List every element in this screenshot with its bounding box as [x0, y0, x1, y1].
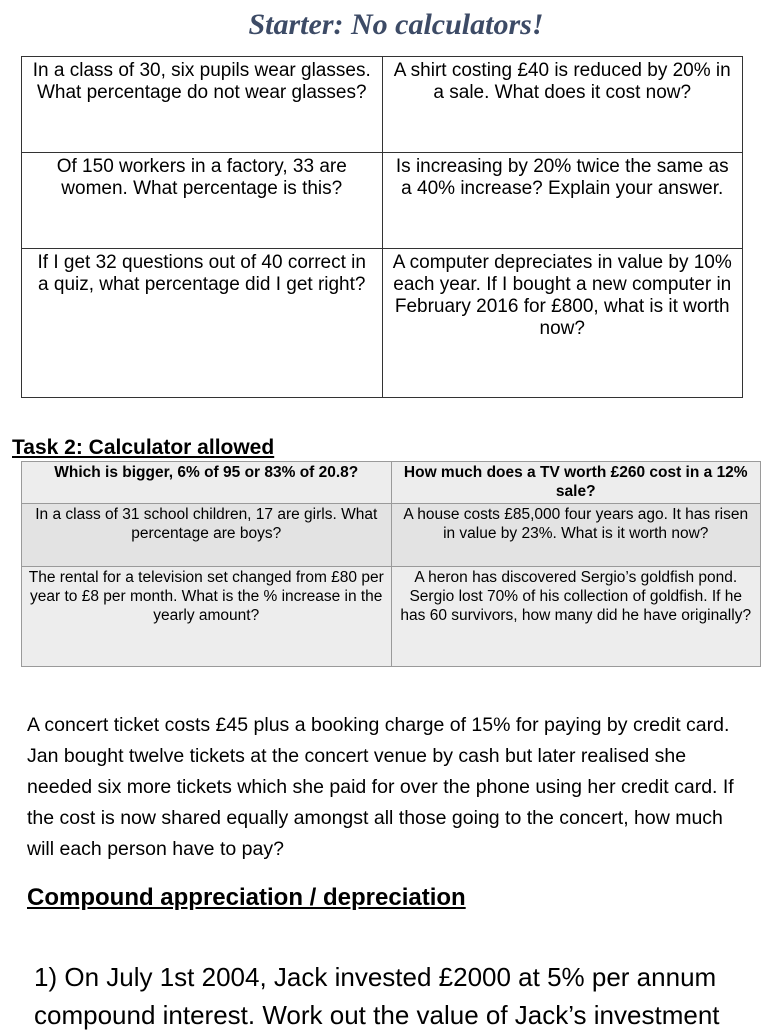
concert-ticket-question: A concert ticket costs £45 plus a booking charge of 15% for paying by credit card. Jan bought twelve tickets at the concert venue by cash but later realised she needed six more tickets which she paid for over the phone using her credit card. If the cost is now shared equally amongst all those going to the concert, how much will each person have to pay? — [27, 714, 734, 860]
starter-question: If I get 32 questions out of 40 correct in a quiz, what percentage did I get right? — [22, 249, 383, 398]
starter-question: Is increasing by 20% twice the same as a 40% increase? Explain your answer. — [382, 153, 743, 249]
table-row — [22, 153, 743, 249]
starter-question: Of 150 workers in a factory, 33 are women. What percentage is this? — [22, 153, 383, 249]
starter-question: A computer depreciates in value by 10% each year. If I bought a new computer in February 2016 for £800, what is it worth now? — [382, 249, 743, 398]
table-row — [22, 567, 761, 667]
task2-question: The rental for a television set changed from £80 per year to £8 per month. What is the % increase in the yearly amount? — [22, 567, 392, 667]
task2-table — [21, 461, 761, 667]
table-row — [22, 462, 761, 504]
task2-heading: Task 2: Calculator allowed — [12, 436, 275, 459]
compound-question-1: 1) On July 1st 2004, Jack invested £2000 at 5% per annum compound interest. Work out the value of Jack’s investment — [34, 962, 720, 1030]
table-row — [22, 57, 743, 153]
page-title: Starter: No calculators! — [248, 8, 544, 41]
compound-heading: Compound appreciation / depreciation — [27, 884, 466, 911]
task2-question: In a class of 31 school children, 17 are girls. What percentage are boys? — [22, 504, 392, 567]
starter-question: A shirt costing £40 is reduced by 20% in a sale. What does it cost now? — [382, 57, 743, 153]
task2-question: A house costs £85,000 four years ago. It has risen in value by 23%. What is it worth now? — [391, 504, 761, 567]
task2-question: A heron has discovered Sergio’s goldfish pond. Sergio lost 70% of his collection of goldfish. If he has 60 survivors, how many did he have originally? — [391, 567, 761, 667]
table-row — [22, 249, 743, 398]
starter-question: In a class of 30, six pupils wear glasses. What percentage do not wear glasses? — [22, 57, 383, 153]
task2-question: Which is bigger, 6% of 95 or 83% of 20.8? — [22, 462, 392, 504]
table-row — [22, 504, 761, 567]
task2-question: How much does a TV worth £260 cost in a 12% sale? — [391, 462, 761, 504]
starter-table — [21, 56, 743, 398]
